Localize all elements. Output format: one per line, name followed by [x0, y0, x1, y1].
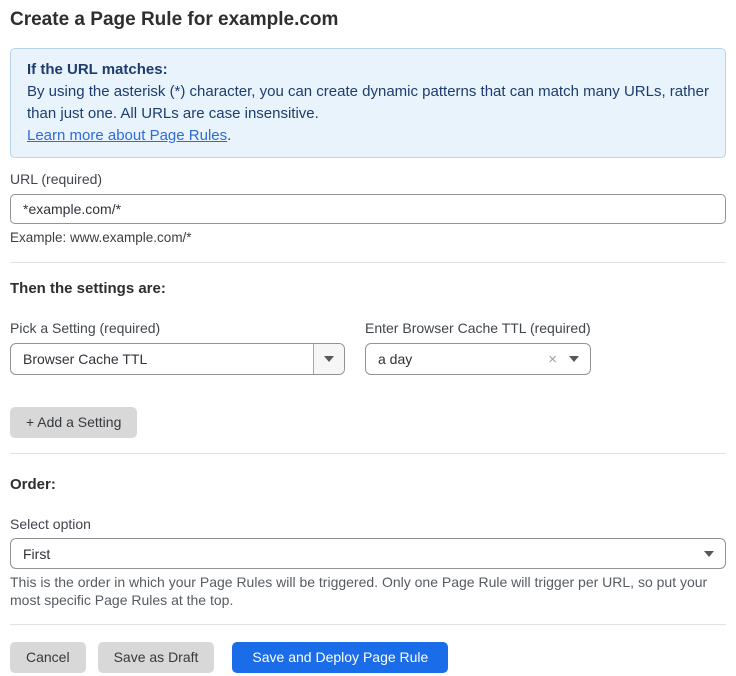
pick-setting-dropdown-button[interactable]: [313, 344, 344, 374]
order-dropdown-button[interactable]: [704, 551, 714, 557]
clear-icon[interactable]: ×: [548, 350, 557, 368]
order-helper-text: This is the order in which your Page Rules will be triggered. Only one Page Rule will trigger per URL, so put your most specific Page Rules at the top.: [10, 574, 708, 608]
footer-actions: [10, 642, 726, 673]
pick-setting-label: Pick a Setting (required): [10, 320, 161, 336]
link-period: .: [227, 127, 232, 144]
info-box-heading: If the URL matches:: [27, 61, 168, 78]
url-example-helper: Example: www.example.com/*: [10, 230, 192, 245]
learn-more-link[interactable]: Learn more about Page Rules: [27, 127, 228, 144]
info-box-link-line: [27, 125, 709, 147]
order-section-heading: Order:: [10, 476, 56, 493]
info-box-body: By using the asterisk (*) character, you can create dynamic patterns that can match many URLs, rather than just one. All URLs are case insensitive.: [27, 83, 709, 122]
pick-setting-select[interactable]: [10, 343, 345, 375]
chevron-down-icon: [704, 551, 714, 557]
chevron-down-icon: [324, 356, 334, 362]
divider: [10, 624, 726, 625]
settings-section-heading: Then the settings are:: [10, 280, 166, 297]
order-select[interactable]: [10, 538, 726, 569]
divider: [10, 262, 726, 263]
ttl-column: [365, 319, 591, 375]
pick-setting-column: [10, 319, 345, 375]
ttl-select[interactable]: [365, 343, 591, 375]
chevron-down-icon: [569, 356, 579, 362]
url-match-info-box: [10, 48, 726, 158]
order-select-value: First: [23, 545, 51, 562]
divider: [10, 453, 726, 454]
order-select-label: Select option: [10, 516, 91, 532]
page-title: Create a Page Rule for example.com: [10, 9, 339, 30]
add-setting-button[interactable]: + Add a Setting: [10, 407, 137, 438]
settings-row: [10, 319, 726, 375]
url-field-label: URL (required): [10, 171, 103, 187]
url-input[interactable]: [10, 194, 726, 224]
ttl-value: a day: [378, 351, 413, 367]
page-rule-form: [0, 8, 736, 673]
ttl-label: Enter Browser Cache TTL (required): [365, 320, 591, 336]
save-and-deploy-button[interactable]: Save and Deploy Page Rule: [232, 642, 448, 673]
cancel-button[interactable]: Cancel: [10, 642, 86, 673]
save-as-draft-button[interactable]: Save as Draft: [98, 642, 215, 673]
pick-setting-value: Browser Cache TTL: [23, 351, 148, 367]
ttl-dropdown-button[interactable]: [569, 356, 579, 362]
